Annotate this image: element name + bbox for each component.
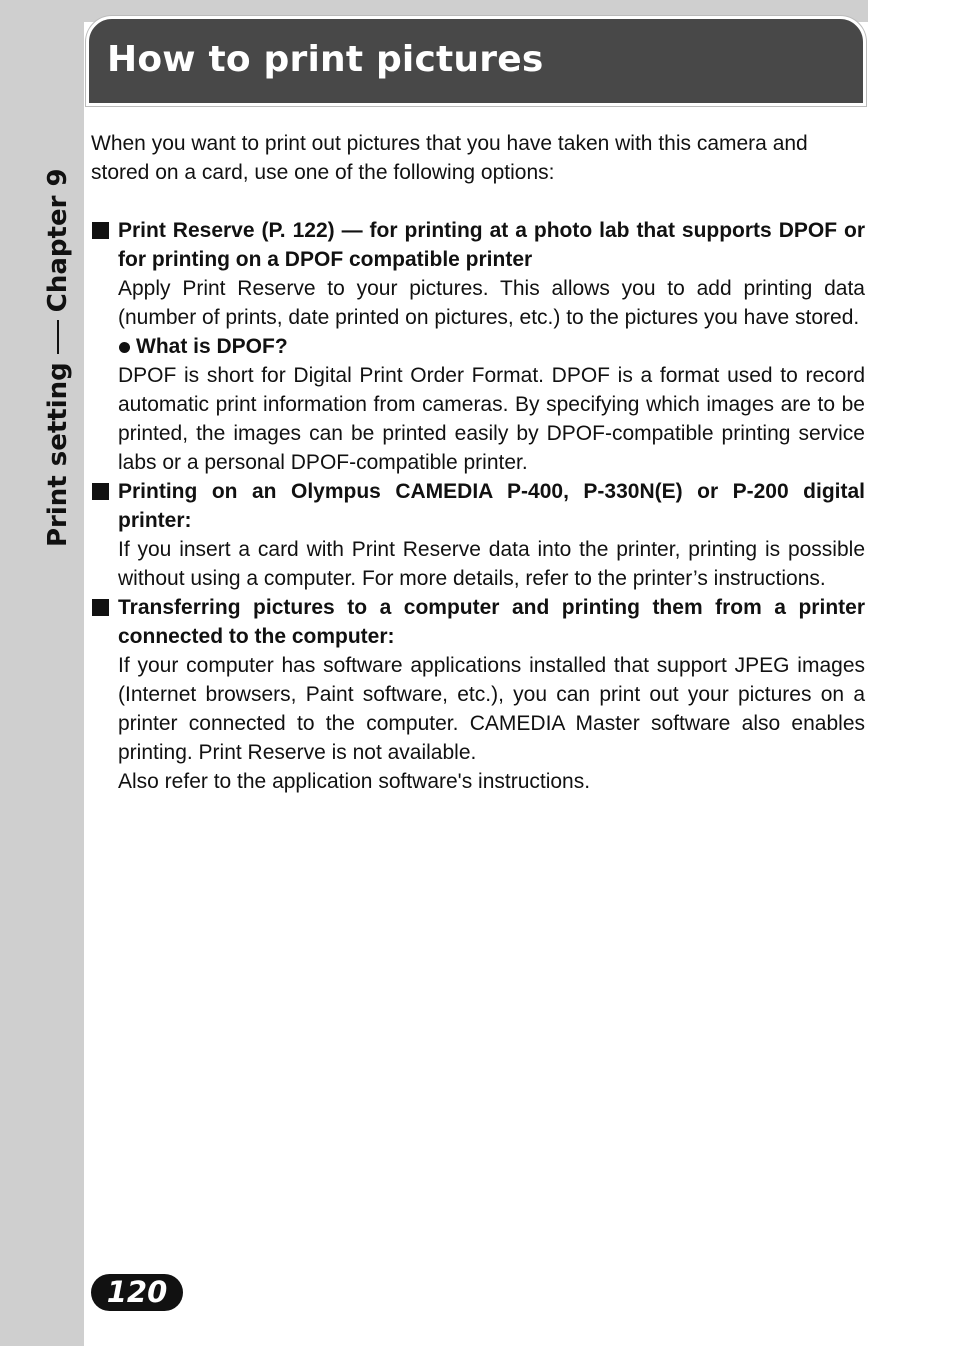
section-extra-note: Also refer to the application software's instructions. xyxy=(118,770,591,793)
side-tab-chapter: Chapter 9 xyxy=(43,168,73,313)
bullet-square-icon xyxy=(92,599,109,616)
chapter-side-tab xyxy=(40,135,76,547)
subsection-body: DPOF is short for Digital Print Order Format. DPOF is a format used to record automatic print information from cameras. By specifying which images are to be printed, the images can be printed easily by DPOF-compatible printing service labs or a personal DPOF-compatible printer. xyxy=(118,364,865,474)
main-content xyxy=(91,129,865,796)
section-print-reserve xyxy=(91,216,865,477)
section-body: If you insert a card with Print Reserve data into the printer, printing is possible without using a computer. For more details, refer to the printer’s instructions. xyxy=(118,538,865,590)
subsection-heading xyxy=(118,332,865,361)
page-number: 120 xyxy=(91,1274,183,1311)
side-tab-section: Print setting xyxy=(43,362,73,547)
subsection-heading-label: What is DPOF? xyxy=(136,335,288,358)
side-tab-dash xyxy=(57,320,59,354)
section-heading: Printing on an Olympus CAMEDIA P-400, P-330N(E) or P-200 digital printer: xyxy=(118,480,865,532)
section-body: If your computer has software applications installed that support JPEG images (Internet browsers, Paint software, etc.), you can print out your pictures on a printer connected to the computer. CAMEDIA Master software also enables printing. Print Reserve is not available. xyxy=(118,654,865,764)
intro-paragraph: When you want to print out pictures that you have taken with this camera and stored on a card, use one of the following options: xyxy=(91,132,808,184)
section-heading: Transferring pictures to a computer and printing them from a printer connected to the computer: xyxy=(118,596,865,648)
page-title: How to print pictures xyxy=(107,39,544,80)
section-body: Apply Print Reserve to your pictures. This allows you to add printing data (number of prints, date printed on pictures, etc.) to the pictures you have stored. xyxy=(118,277,865,329)
section-heading: Print Reserve (P. 122) — for printing at a photo lab that supports DPOF or for printing on a DPOF compatible printer xyxy=(118,219,865,271)
bullet-square-icon xyxy=(92,222,109,239)
section-computer-printing xyxy=(91,593,865,796)
bullet-square-icon xyxy=(92,483,109,500)
section-olympus-printer xyxy=(91,477,865,593)
bullet-dot-icon xyxy=(119,342,130,353)
title-bar xyxy=(86,16,866,106)
